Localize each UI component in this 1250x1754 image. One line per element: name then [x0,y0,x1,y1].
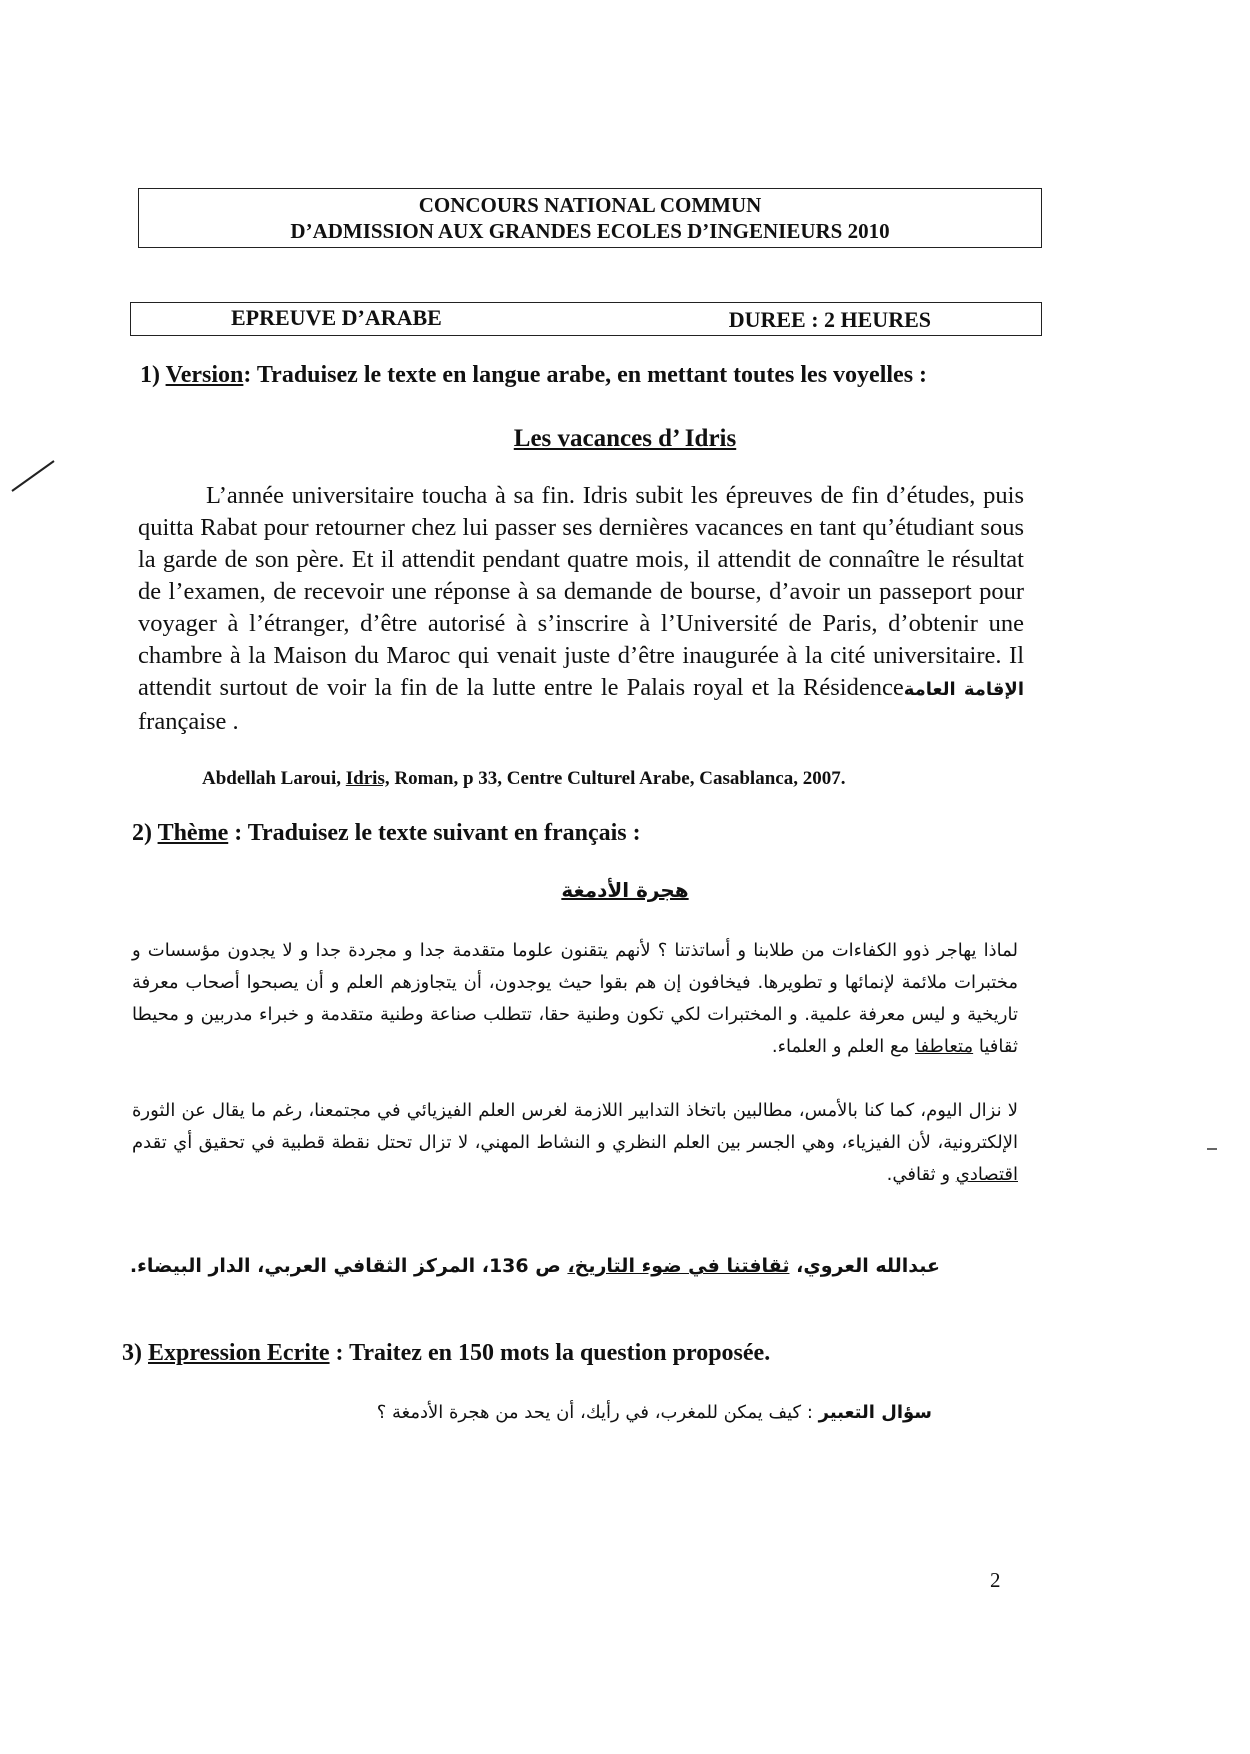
expression-question-text: : كيف يمكن للمغرب، في رأيك، أن يحد من هجرة الأدمغة ؟ [376,1402,813,1423]
header-box [138,188,1042,248]
theme-source [130,1255,940,1277]
version-arabic-gloss: الإقامة العامة [903,679,1024,700]
expression-heading [122,1340,770,1367]
version-paragraph-text: L’année universitaire toucha à sa fin. Idris subit les épreuves de fin d’études, puis quitta Rabat pour retourner chez lui passer ses dernières vacances en tant qu’étudiant sous la garde de son père. Et il attendit pendant quatre mois, il attendit de connaître le résultat de l’examen, de recevoir une réponse à sa demande de bourse, d’avoir un passeport pour voyager à l’étranger, d’être autorisé à s’inscrire à l’Université de Paris, d’obtenir une chambre à la Maison du Maroc qui venait juste d’être inaugurée à la cité universitaire. Il attendit surtout de voir la fin de la lutte entre le Palais royal et la Résidence [138,482,1024,701]
version-label: Version [165,362,244,388]
scan-artifact-dash [1207,1148,1217,1150]
version-paragraph [138,480,1024,738]
header-title-line2: D’ADMISSION AUX GRANDES ECOLES D’INGENIEURS 2010 [290,219,890,243]
theme-paragraph-1-text: لماذا يهاجر ذوو الكفاءات من طلابنا و أساتذتنا ؟ لأنهم يتقنون علوما متقدمة جدا و مجردة جدا و لا يجدون مؤسسات و مختبرات ملائمة لإنمائها و تطويرها. فيخافون إن هم بقوا حيث يوجدون، أن يتجاوزهم العلم و أن يصبحوا أصحاب معرفة تاريخية و ليس معرفة علمية. و المختبرات لكي تكون وطنية حقا، تتطلب صناعة وطنية متقدمة و خبراء مدربين و محيطا ثقافيا [132,940,1018,1057]
expression-label: Expression Ecrite [148,1340,330,1366]
version-source-author: Abdellah Laroui, [202,768,342,789]
expression-instruction: : Traitez en 150 mots la question proposée. [335,1340,771,1366]
theme-paragraph-2-text: لا نزال اليوم، كما كنا بالأمس، مطالبين باتخاذ التدابير اللازمة لغرس العلم الفيزيائي في مجتمعنا، رغم ما يقال عن الثورة الإلكترونية، لأن الفيزياء، وهي الجسر بين العلم النظري و النشاط المهني، لا تزال تحتل نقطة قطبية في تحقيق أي تقدم [132,1100,1018,1153]
expression-question-label: سؤال التعبير [818,1402,932,1423]
version-heading [140,360,940,390]
version-source-rest: Roman, p 33, Centre Culturel Arabe, Casablanca, 2007. [394,768,846,789]
theme-paragraph-1-end: مع العلم و العلماء. [771,1036,910,1057]
version-source-book: Idris, [345,768,390,789]
theme-heading [132,820,641,847]
version-title: Les vacances d’ Idris [513,425,737,452]
theme-source-rest: ص 136، المركز الثقافي العربي، الدار البيضاء. [129,1255,561,1277]
margin-pen-mark-icon [8,455,58,495]
theme-paragraph-1 [132,935,1018,1063]
theme-number: 2) [132,820,152,846]
theme-paragraph-2-end: و ثقافي. [886,1164,951,1185]
version-paragraph-end: française . [138,708,239,735]
version-number: 1) [140,362,160,388]
theme-source-book: ثقافتنا في ضوء التاريخ، [567,1255,790,1277]
theme-label: Thème [157,820,229,846]
exam-info-box [130,302,1042,336]
expression-question [377,1402,932,1423]
version-instruction: : Traduisez le texte en langue arabe, en mettant toutes les voyelles : [243,362,928,388]
theme-title: هجرة الأدمغة [561,878,689,902]
page-number: 2 [990,1568,1001,1592]
theme-paragraph-2 [132,1095,1018,1191]
theme-paragraph-2-underlined: اقتصادي [955,1164,1018,1185]
exam-subject: EPREUVE D’ARABE [231,305,442,330]
theme-instruction: : Traduisez le texte suivant en français : [234,820,641,846]
expression-number: 3) [122,1340,142,1366]
exam-duration: DUREE : 2 HEURES [728,307,931,332]
theme-paragraph-1-underlined: متعاطفا [914,1036,974,1057]
header-title-line1: CONCOURS NATIONAL COMMUN [418,193,762,217]
version-source [202,768,845,790]
theme-source-author: عبدالله العروي، [796,1255,940,1277]
